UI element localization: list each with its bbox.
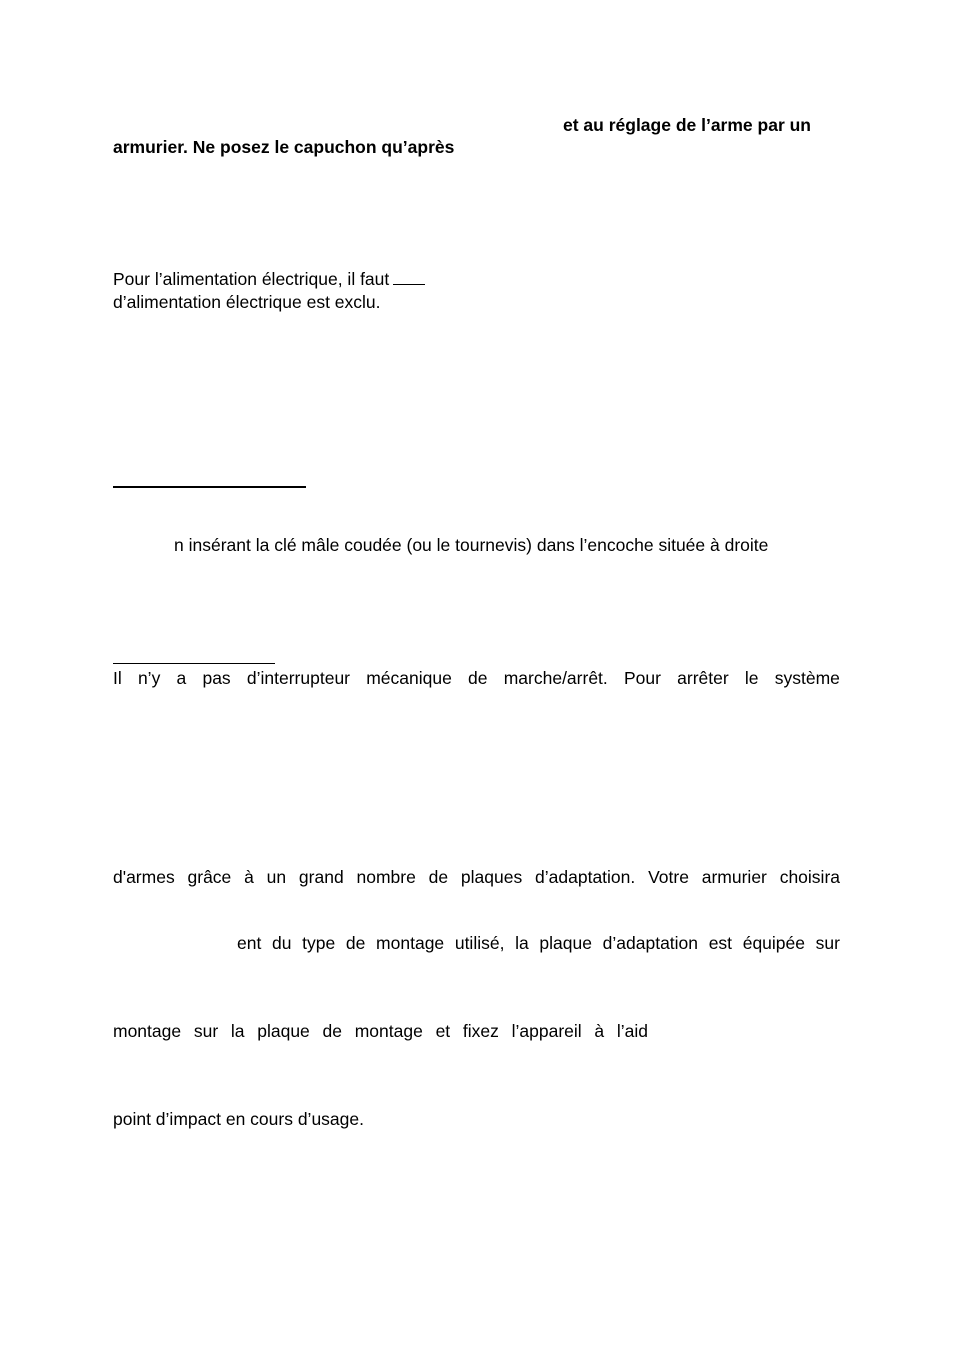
insertion-text-line: n insérant la clé mâle coudée (ou le tournevis) dans l’encoche située à droite (174, 535, 769, 555)
word: le (744, 668, 759, 688)
power-supply-line-1 (113, 268, 425, 290)
blank-underline (393, 269, 425, 285)
word: d’interrupteur (246, 668, 351, 688)
adaptation-text-line-1: d'armes grâce à un grand nombre de plaques d’adaptation. Votre armurier choisira (113, 867, 840, 887)
impact-text-line: point d’impact en cours d’usage. (113, 1109, 364, 1129)
power-supply-text: Pour l’alimentation électrique, il faut (113, 269, 390, 289)
switch-text-line (113, 667, 840, 689)
heading-underline-2 (113, 663, 275, 664)
word: Pour (623, 668, 661, 688)
word: système (774, 668, 840, 688)
word: a (176, 668, 187, 688)
word: arrêter (677, 668, 729, 688)
mounting-text-line: montage sur la plaque de montage et fixez l’appareil à l’aid (113, 1021, 648, 1041)
bold-text-line-2: armurier. Ne posez le capuchon qu’après (113, 137, 455, 157)
word: de (468, 668, 488, 688)
bold-text-line-1: et au réglage de l’arme par un (563, 115, 811, 135)
word: pas (202, 668, 231, 688)
word: Il (113, 668, 122, 688)
adaptation-text-line-2: ent du type de montage utilisé, la plaque d’adaptation est équipée sur (237, 933, 840, 953)
word: n’y (137, 668, 161, 688)
heading-underline (113, 486, 306, 488)
power-supply-line-2: d’alimentation électrique est exclu. (113, 292, 381, 312)
word: mécanique (366, 668, 452, 688)
word: marche/arrêt. (503, 668, 608, 688)
